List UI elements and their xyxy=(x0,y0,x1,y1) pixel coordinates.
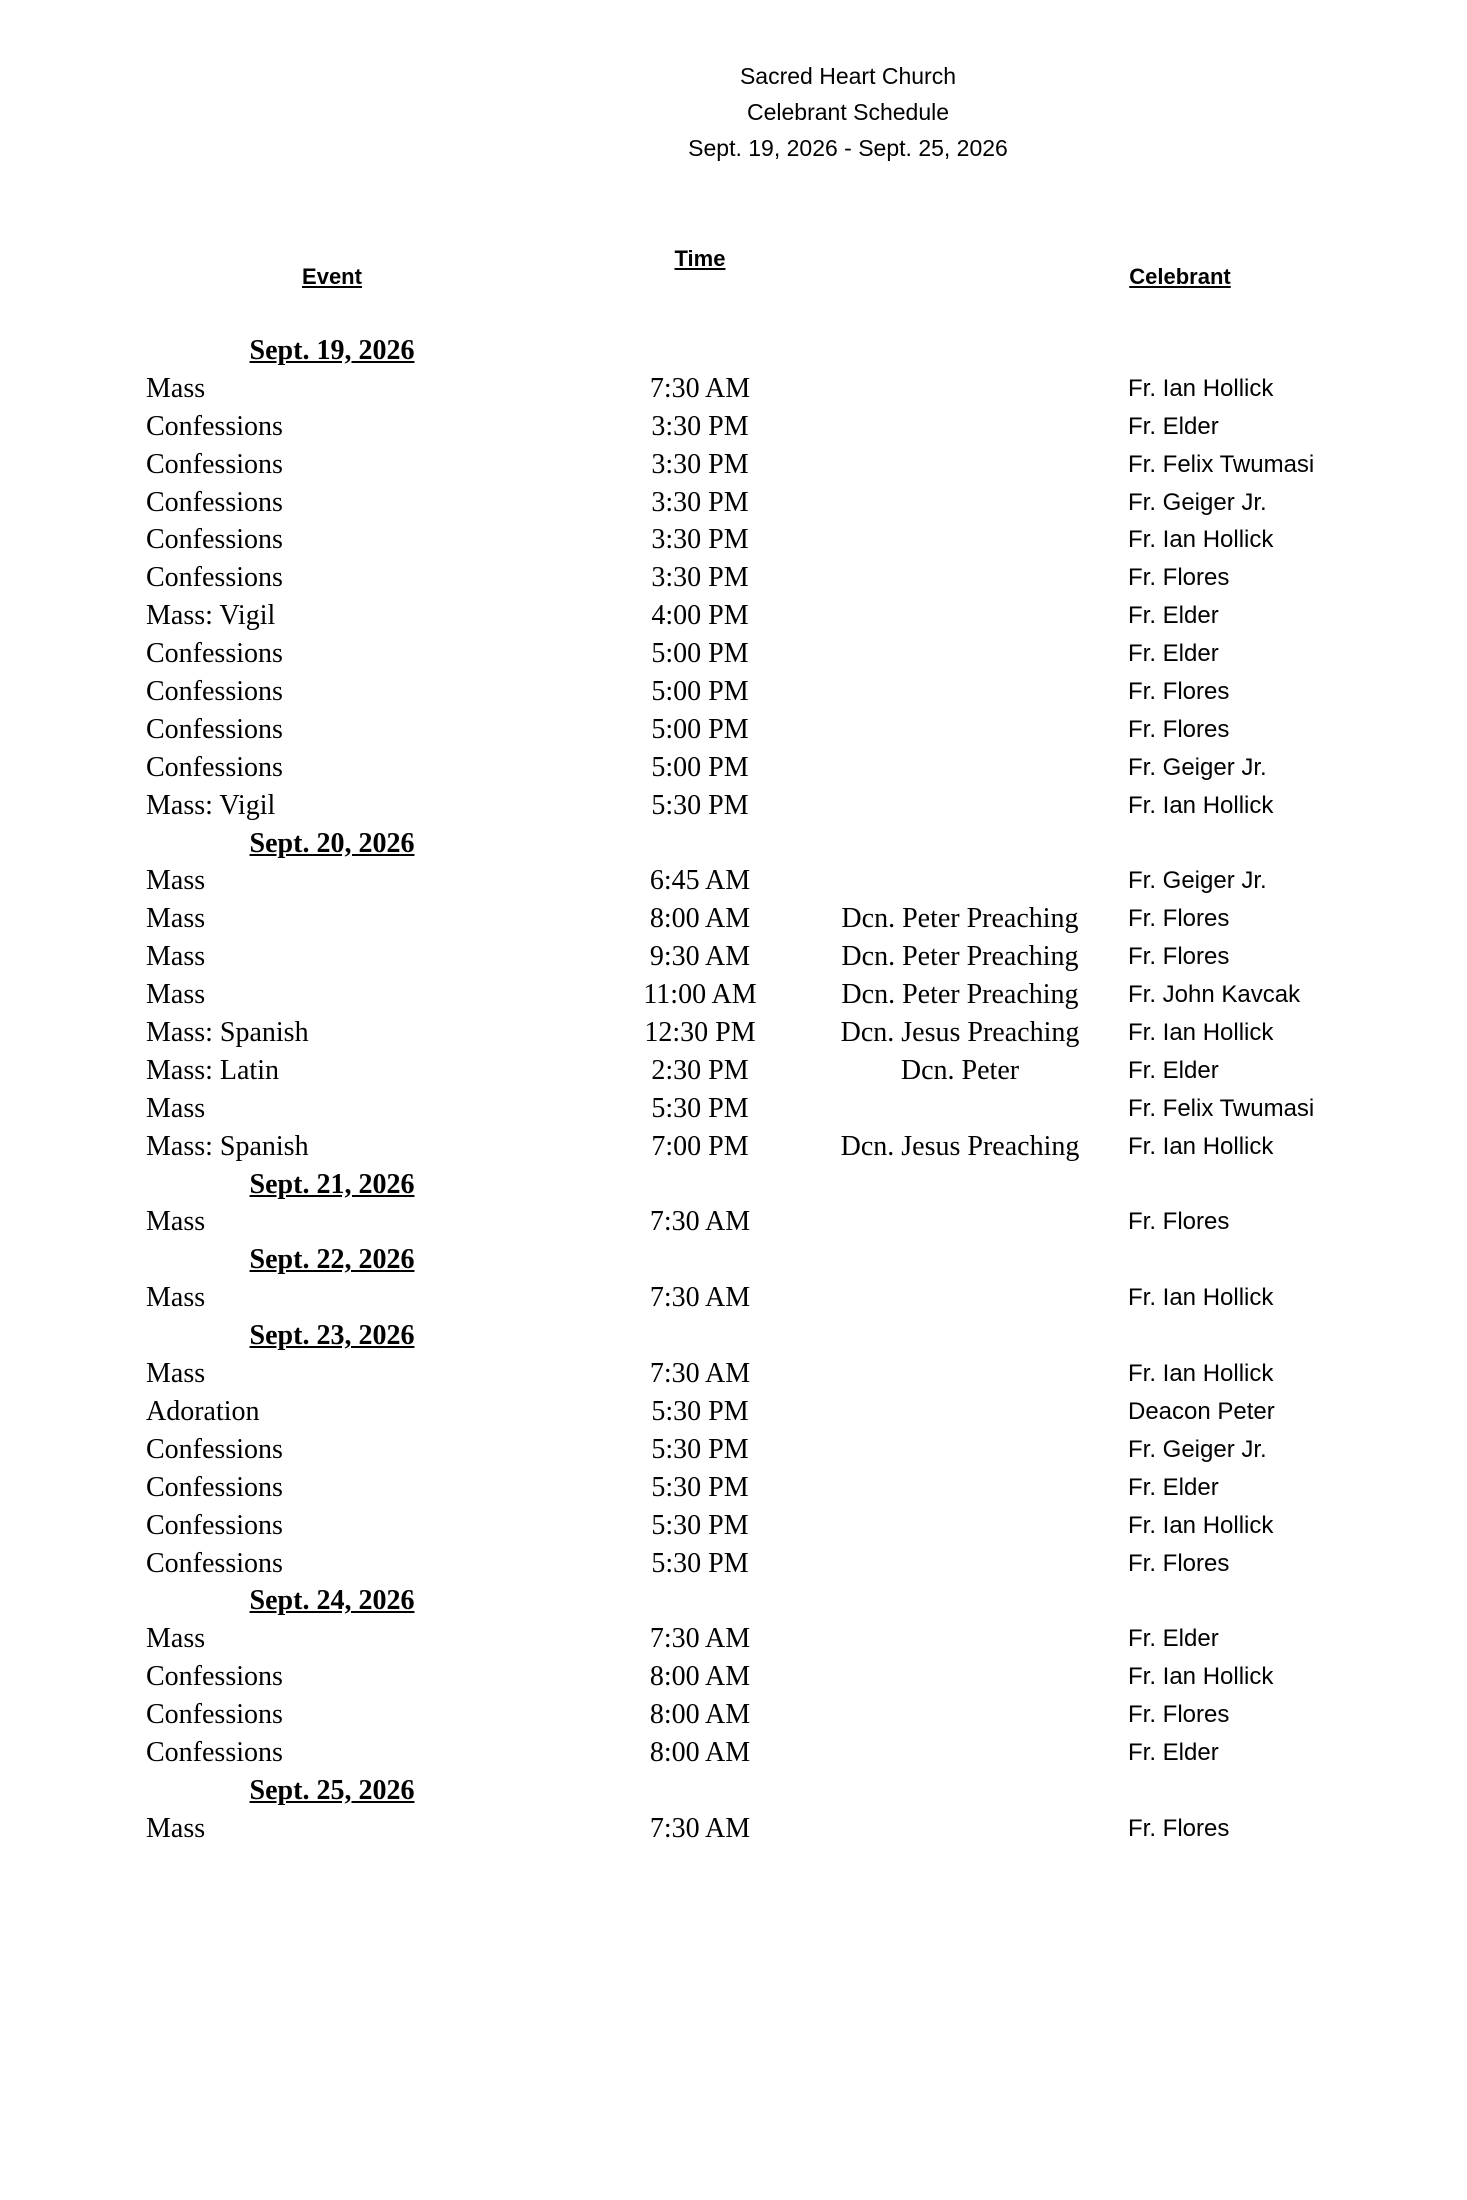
time-cell: 2:30 PM xyxy=(651,1054,749,1086)
event-cell: Mass xyxy=(146,979,206,1011)
event-cell: Mass: Spanish xyxy=(146,1017,309,1049)
celebrant-cell: Fr. Elder xyxy=(1128,1056,1219,1084)
event-cell: Mass xyxy=(146,1092,206,1124)
date-heading: Sept. 19, 2026 xyxy=(249,335,415,366)
celebrant-cell: Fr. Elder xyxy=(1128,412,1219,440)
celebrant-cell: Fr. Flores xyxy=(1128,1549,1230,1577)
event-cell: Confessions xyxy=(146,410,283,442)
celebrant-cell: Fr. Flores xyxy=(1128,1208,1230,1236)
time-cell: 7:30 AM xyxy=(649,1282,751,1314)
celebrant-cell: Fr. Ian Hollick xyxy=(1128,374,1274,402)
celebrant-cell: Fr. Elder xyxy=(1128,1625,1219,1653)
event-cell: Confessions xyxy=(146,562,283,594)
note-cell: Dcn. Jesus Preaching xyxy=(840,1130,1080,1162)
time-cell: 7:00 PM xyxy=(651,1130,749,1162)
schedule-row xyxy=(0,1129,1467,1167)
celebrant-cell: Fr. Ian Hollick xyxy=(1128,1360,1274,1388)
event-cell: Mass: Spanish xyxy=(146,1130,309,1162)
date-row xyxy=(0,1583,1467,1621)
celebrant-cell: Fr. Ian Hollick xyxy=(1128,1019,1274,1047)
time-cell: 5:00 PM xyxy=(651,638,749,670)
time-cell: 5:30 PM xyxy=(651,1092,749,1124)
celebrant-cell: Deacon Peter xyxy=(1128,1397,1275,1425)
time-cell: 5:30 PM xyxy=(651,789,749,821)
time-cell: 6:45 AM xyxy=(649,865,751,897)
time-cell: 3:30 PM xyxy=(651,486,749,518)
event-cell: Mass xyxy=(146,903,206,935)
schedule-row xyxy=(0,1697,1467,1735)
event-cell: Mass xyxy=(146,372,206,404)
schedule-row xyxy=(0,863,1467,901)
schedule-row xyxy=(0,1470,1467,1508)
event-cell: Confessions xyxy=(146,676,283,708)
schedule-row xyxy=(0,1508,1467,1546)
church-name: Sacred Heart Church xyxy=(739,63,957,89)
celebrant-cell: Fr. Flores xyxy=(1128,564,1230,592)
celebrant-cell: Fr. Flores xyxy=(1128,1814,1230,1842)
schedule-row xyxy=(0,712,1467,750)
time-cell: 11:00 AM xyxy=(643,979,757,1011)
time-cell: 7:30 AM xyxy=(649,372,751,404)
date-heading: Sept. 21, 2026 xyxy=(249,1168,415,1200)
schedule-row xyxy=(0,1204,1467,1242)
event-cell: Adoration xyxy=(146,1395,260,1427)
event-cell: Confessions xyxy=(146,524,283,556)
schedule-row xyxy=(0,1280,1467,1318)
date-row xyxy=(0,1773,1467,1811)
event-cell: Confessions xyxy=(146,713,283,745)
schedule-row xyxy=(0,522,1467,560)
time-cell: 8:00 AM xyxy=(649,903,751,935)
schedule-row xyxy=(0,1546,1467,1584)
time-cell: 3:30 PM xyxy=(651,410,749,442)
celebrant-cell: Fr. Geiger Jr. xyxy=(1128,867,1267,895)
note-cell: Dcn. Peter Preaching xyxy=(841,903,1079,935)
event-cell: Mass xyxy=(146,1206,206,1238)
time-cell: 3:30 PM xyxy=(651,448,749,480)
schedule-row xyxy=(0,1735,1467,1773)
schedule-row xyxy=(0,409,1467,447)
schedule-list xyxy=(0,333,1467,1849)
event-cell: Mass xyxy=(146,1282,206,1314)
celebrant-cell: Fr. Geiger Jr. xyxy=(1128,1435,1267,1463)
schedule-row xyxy=(0,560,1467,598)
time-cell: 7:30 AM xyxy=(649,1358,751,1390)
note-cell: Dcn. Peter xyxy=(900,1054,1020,1086)
celebrant-cell: Fr. Flores xyxy=(1128,715,1230,743)
celebrant-cell: Fr. Elder xyxy=(1128,1738,1219,1766)
celebrant-cell: Fr. Flores xyxy=(1128,678,1230,706)
time-cell: 9:30 AM xyxy=(649,941,751,973)
celebrant-cell: Fr. Ian Hollick xyxy=(1128,1511,1274,1539)
event-cell: Mass: Vigil xyxy=(146,789,276,821)
time-cell: 7:30 AM xyxy=(649,1206,751,1238)
date-row xyxy=(0,826,1467,864)
schedule-row xyxy=(0,1053,1467,1091)
event-cell: Mass: Latin xyxy=(146,1054,279,1086)
celebrant-cell: Fr. Geiger Jr. xyxy=(1128,753,1267,781)
column-header-time: Time xyxy=(674,246,726,271)
celebrant-cell: Fr. Felix Twumasi xyxy=(1128,1094,1315,1122)
event-cell: Confessions xyxy=(146,448,283,480)
event-cell: Confessions xyxy=(146,751,283,783)
time-cell: 5:00 PM xyxy=(651,676,749,708)
event-cell: Confessions xyxy=(146,638,283,670)
column-header-event: Event xyxy=(302,264,362,289)
time-cell: 4:00 PM xyxy=(651,600,749,632)
time-cell: 5:30 PM xyxy=(651,1471,749,1503)
schedule-row xyxy=(0,598,1467,636)
time-cell: 7:30 AM xyxy=(649,1623,751,1655)
date-range: Sept. 19, 2026 - Sept. 25, 2026 xyxy=(688,135,1008,161)
schedule-row xyxy=(0,939,1467,977)
celebrant-cell: Fr. Elder xyxy=(1128,602,1219,630)
column-header-celebrant: Celebrant xyxy=(1129,264,1231,289)
time-cell: 5:30 PM xyxy=(651,1509,749,1541)
schedule-row xyxy=(0,1659,1467,1697)
time-cell: 5:00 PM xyxy=(651,713,749,745)
time-cell: 5:30 PM xyxy=(651,1433,749,1465)
schedule-row xyxy=(0,485,1467,523)
event-cell: Confessions xyxy=(146,1736,283,1768)
schedule-row xyxy=(0,1356,1467,1394)
schedule-row xyxy=(0,901,1467,939)
date-heading: Sept. 24, 2026 xyxy=(249,1585,415,1617)
event-cell: Mass xyxy=(146,1812,206,1844)
event-cell: Mass xyxy=(146,1358,206,1390)
celebrant-cell: Fr. Ian Hollick xyxy=(1128,1284,1274,1312)
event-cell: Confessions xyxy=(146,1471,283,1503)
schedule-title: Celebrant Schedule xyxy=(746,99,950,125)
schedule-row xyxy=(0,1015,1467,1053)
time-cell: 5:00 PM xyxy=(651,751,749,783)
event-cell: Confessions xyxy=(146,1699,283,1731)
schedule-row xyxy=(0,1432,1467,1470)
date-row xyxy=(0,1318,1467,1356)
date-row xyxy=(0,333,1467,371)
event-cell: Mass xyxy=(146,1623,206,1655)
date-heading: Sept. 23, 2026 xyxy=(249,1320,415,1352)
schedule-row xyxy=(0,1394,1467,1432)
event-cell: Confessions xyxy=(146,1547,283,1579)
event-cell: Confessions xyxy=(146,1661,283,1693)
schedule-row xyxy=(0,977,1467,1015)
celebrant-cell: Fr. Felix Twumasi xyxy=(1128,450,1315,478)
date-heading: Sept. 25, 2026 xyxy=(249,1774,415,1806)
schedule-row xyxy=(0,750,1467,788)
note-cell: Dcn. Jesus Preaching xyxy=(840,1017,1080,1049)
celebrant-cell: Fr. Ian Hollick xyxy=(1128,1132,1274,1160)
schedule-row xyxy=(0,788,1467,826)
date-row xyxy=(0,1242,1467,1280)
time-cell: 8:00 AM xyxy=(649,1699,751,1731)
schedule-row xyxy=(0,674,1467,712)
time-cell: 8:00 AM xyxy=(649,1736,751,1768)
celebrant-cell: Fr. Geiger Jr. xyxy=(1128,488,1267,516)
celebrant-cell: Fr. Elder xyxy=(1128,1473,1219,1501)
schedule-row xyxy=(0,371,1467,409)
schedule-row xyxy=(0,447,1467,485)
celebrant-cell: Fr. Ian Hollick xyxy=(1128,526,1274,554)
time-cell: 3:30 PM xyxy=(651,562,749,594)
date-heading: Sept. 20, 2026 xyxy=(249,827,415,859)
schedule-row xyxy=(0,1811,1467,1849)
celebrant-cell: Fr. Flores xyxy=(1128,905,1230,933)
celebrant-cell: Fr. Ian Hollick xyxy=(1128,1663,1274,1691)
time-cell: 3:30 PM xyxy=(651,524,749,556)
celebrant-cell: Fr. Elder xyxy=(1128,640,1219,668)
event-cell: Confessions xyxy=(146,1433,283,1465)
event-cell: Mass xyxy=(146,941,206,973)
event-cell: Confessions xyxy=(146,486,283,518)
date-heading: Sept. 22, 2026 xyxy=(249,1244,415,1276)
time-cell: 5:30 PM xyxy=(651,1547,749,1579)
celebrant-cell: Fr. Flores xyxy=(1128,943,1230,971)
schedule-row xyxy=(0,636,1467,674)
time-cell: 12:30 PM xyxy=(644,1017,756,1049)
note-cell: Dcn. Peter Preaching xyxy=(841,941,1079,973)
event-cell: Confessions xyxy=(146,1509,283,1541)
schedule-row xyxy=(0,1621,1467,1659)
note-cell: Dcn. Peter Preaching xyxy=(841,979,1079,1011)
celebrant-cell: Fr. John Kavcak xyxy=(1128,981,1301,1009)
celebrant-cell: Fr. Flores xyxy=(1128,1701,1230,1729)
time-cell: 8:00 AM xyxy=(649,1661,751,1693)
time-cell: 7:30 AM xyxy=(649,1812,751,1844)
date-row xyxy=(0,1167,1467,1205)
event-cell: Mass xyxy=(146,865,206,897)
time-cell: 5:30 PM xyxy=(651,1395,749,1427)
celebrant-cell: Fr. Ian Hollick xyxy=(1128,791,1274,819)
event-cell: Mass: Vigil xyxy=(146,600,276,632)
schedule-row xyxy=(0,1091,1467,1129)
